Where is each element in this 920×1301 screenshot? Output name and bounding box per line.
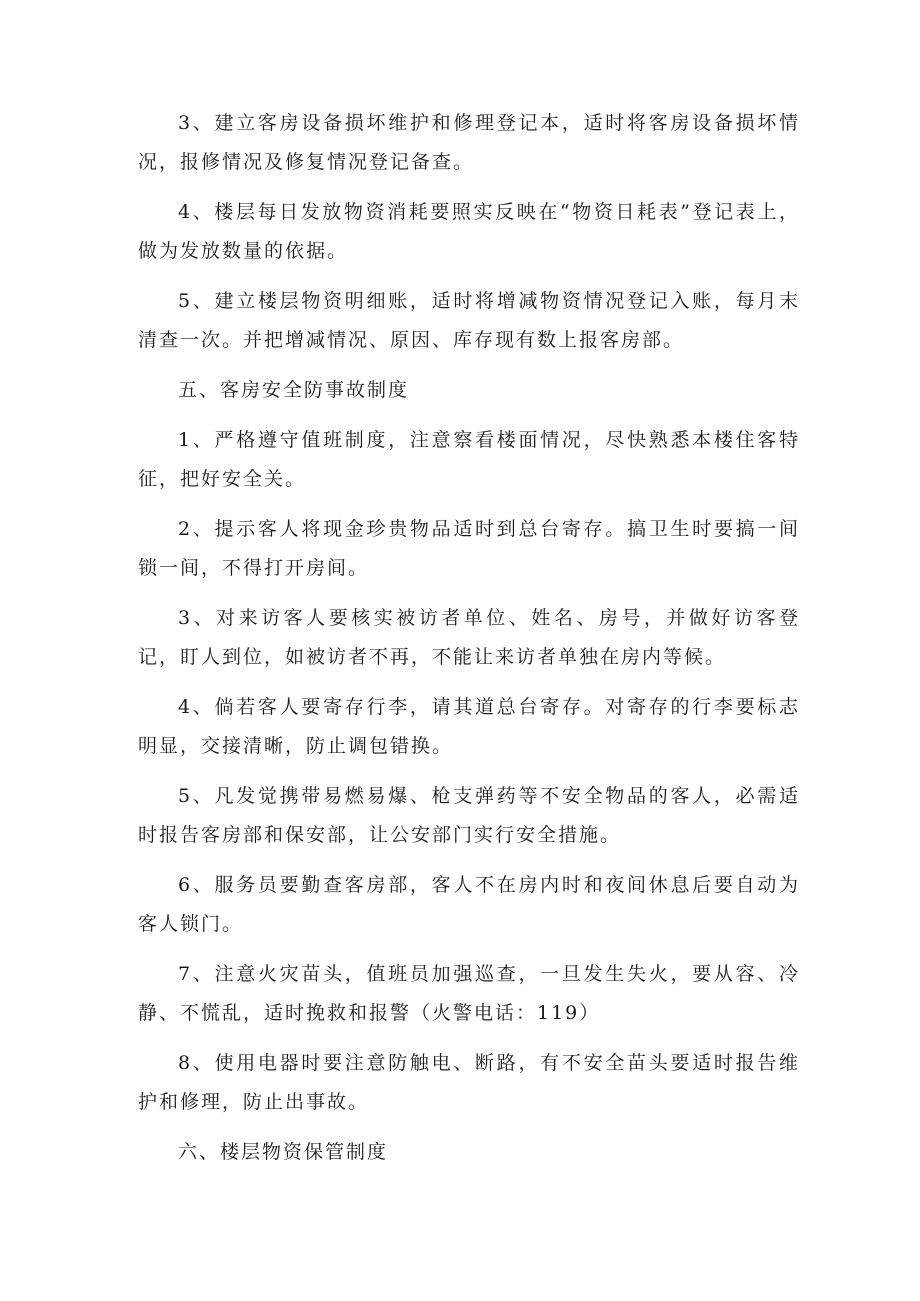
paragraph-safety-1: 1、严格遵守值班制度，注意察看楼面情况，尽快熟悉本楼住客特征，把好安全关。 [138, 429, 800, 490]
section-heading-safety: 五、客房安全防事故制度 [178, 379, 410, 401]
paragraph-item-5-inventory-ledger: 5、建立楼层物资明细账，适时将增减物资情况登记入账，每月末清查一次。并把增减情况、原因、库存现有数上报客房部。 [138, 290, 800, 351]
document-body [138, 104, 800, 1183]
paragraph-safety-4: 4、倘若客人要寄存行李，请其道总台寄存。对寄存的行李要标志明显，交接清晰，防止调包错换。 [138, 696, 800, 757]
paragraph-item-3-damage-log: 3、建立客房设备损坏维护和修理登记本，适时将客房设备损坏情况，报修情况及修复情况登记备查。 [138, 112, 800, 173]
paragraph-safety-5: 5、凡发觉携带易燃易爆、枪支弹药等不安全物品的客人，必需适时报告客房部和保安部，让公安部门实行安全措施。 [138, 785, 800, 846]
paragraph-safety-6: 6、服务员要勤查客房部，客人不在房内时和夜间休息后要自动为客人锁门。 [138, 874, 800, 935]
section-heading-materials: 六、楼层物资保管制度 [178, 1141, 389, 1163]
paragraph-safety-2: 2、提示客人将现金珍贵物品适时到总台寄存。搞卫生时要搞一间锁一间，不得打开房间。 [138, 518, 800, 579]
paragraph-safety-3: 3、对来访客人要核实被访者单位、姓名、房号，并做好访客登记，盯人到位，如被访者不再，不能让来访者单独在房内等候。 [138, 607, 800, 668]
paragraph-safety-7: 7、注意火灾苗头，值班员加强巡查，一旦发生失火，要从容、冷静、不慌乱，适时挽救和报警（火警电话：119） [138, 963, 800, 1024]
paragraph-safety-8: 8、使用电器时要注意防触电、断路，有不安全苗头要适时报告维护和修理，防止出事故。 [138, 1052, 800, 1113]
paragraph-item-4-daily-consumption: 4、楼层每日发放物资消耗要照实反映在“物资日耗表”登记表上，做为发放数量的依据。 [138, 201, 800, 262]
